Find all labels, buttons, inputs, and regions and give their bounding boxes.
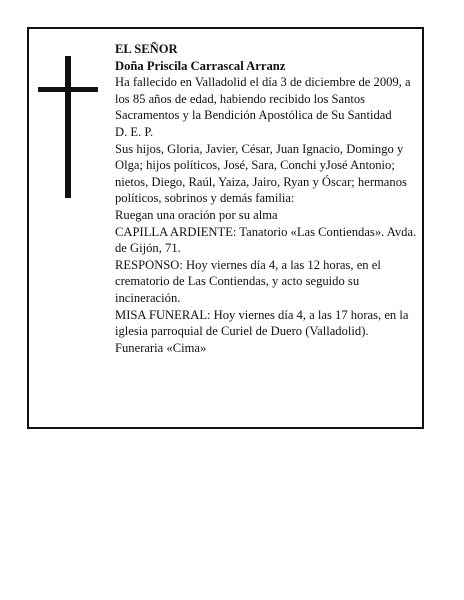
funeral-home: Funeraria «Cima»: [115, 340, 207, 355]
obituary-notice: [27, 27, 424, 429]
cross-icon: [65, 56, 71, 198]
responso-info: RESPONSO: Hoy viernes día 4, a las 12 horas, en el crematorio de Las Contiendas, y acto seguido su incineración.: [115, 257, 381, 305]
death-info: Ha fallecido en Valladolid el día 3 de diciembre de 2009, a los 85 años de edad, habiendo recibido los Santos Sacramentos y la Bendición Apostólica de Su Santidad: [115, 75, 411, 123]
funeral-mass-info: MISA FUNERAL: Hoy viernes día 4, a las 17 horas, en la iglesia parroquial de Curiel de Duero (Valladolid).: [115, 307, 409, 339]
obituary-text: [115, 41, 423, 356]
chapel-info: CAPILLA ARDIENTE: Tanatorio «Las Contiendas». Avda. de Gijón, 71.: [115, 224, 417, 256]
notice-heading: EL SEÑOR: [115, 42, 178, 56]
prayer-request: Ruegan una oración por su alma: [115, 207, 278, 222]
rest-in-peace: D. E. P.: [115, 124, 154, 139]
family-list: Sus hijos, Gloria, Javier, César, Juan Ignacio, Domingo y Olga; hijos políticos, José, Sara, Conchi yJosé Antonio; nietos, Diego, Raúl, Yaiza, Jairo, Ryan y Óscar; hermanos políticos, sobrinos y demás familia:: [115, 141, 407, 206]
deceased-name: Doña Priscila Carrascal Arranz: [115, 58, 286, 73]
cross-icon-bar: [38, 87, 98, 92]
